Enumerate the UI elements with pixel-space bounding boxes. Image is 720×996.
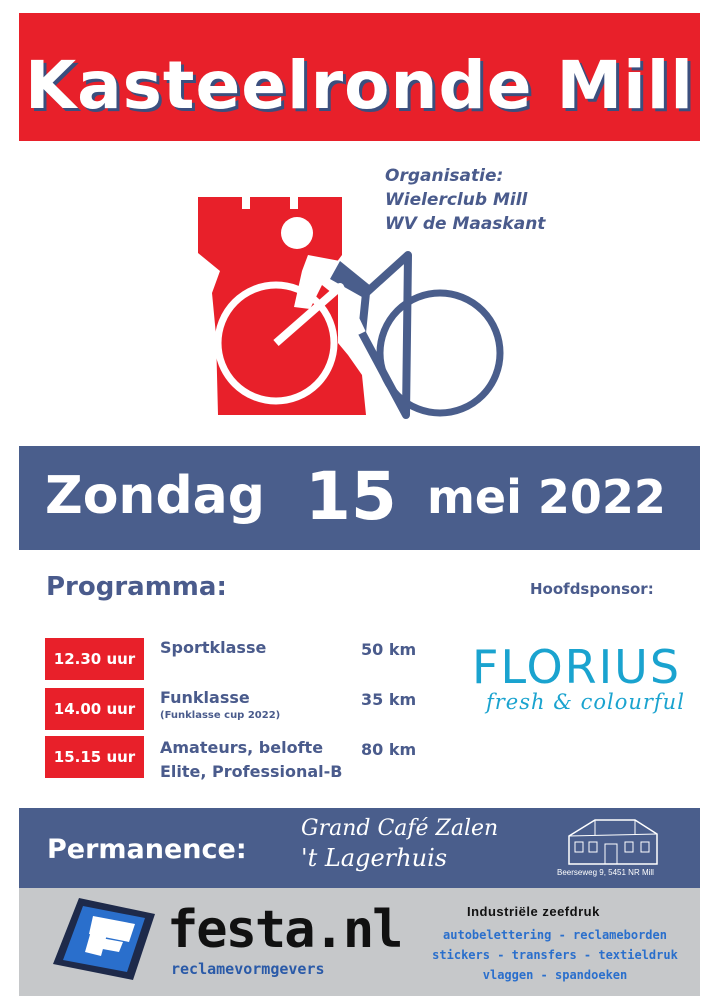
event-title: Kasteelronde Mill: [24, 47, 695, 124]
distance-3: 80 km: [361, 740, 417, 759]
services-title: Industriële zeefdruk: [467, 904, 600, 919]
organisation-club-1: Wielerclub Mill: [385, 190, 528, 210]
festa-name: festa.nl: [167, 900, 402, 960]
distance-1: 50 km: [361, 640, 417, 659]
distance-2: 35 km: [361, 690, 417, 709]
class-2: [160, 686, 280, 722]
festa-subtitle: reclamevormgevers: [171, 960, 325, 978]
date-number: 15: [305, 458, 397, 535]
programma-heading: Programma:: [46, 572, 227, 602]
venue-name-line1: Grand Café Zalen: [301, 816, 499, 841]
class-3-name-line2: Elite, Professional-B: [160, 762, 343, 781]
venue-address: Beerseweg 9, 5451 NR Mill: [557, 868, 654, 877]
organisation-block: [385, 164, 545, 236]
class-2-note: (Funklasse cup 2022): [160, 710, 281, 721]
sponsor-tagline: fresh & colourful: [486, 690, 685, 714]
class-2-name: Funklasse: [160, 688, 250, 707]
date-banner: [19, 446, 700, 550]
service-line-1: autobelettering - reclameborden: [443, 928, 667, 942]
permanence-label: Permanence:: [47, 834, 247, 865]
time-badge-1: 12.30 uur: [45, 638, 144, 680]
organisation-heading: Organisatie:: [385, 166, 504, 186]
title-banner: [19, 13, 700, 141]
class-3: [160, 736, 343, 784]
date-day: Zondag: [45, 466, 265, 526]
class-3-name: Amateurs, belofte: [160, 738, 324, 757]
footer-banner: [19, 888, 700, 996]
venue-name-line2: 't Lagerhuis: [301, 844, 448, 872]
organisation-club-2: WV de Maaskant: [385, 214, 546, 234]
service-line-3: vlaggen - spandoeken: [482, 968, 628, 982]
class-1: [160, 636, 266, 660]
time-badge-3: 15.15 uur: [45, 736, 144, 778]
cyclist-head: [281, 217, 313, 249]
permanence-banner: [19, 808, 700, 888]
time-badge-2: 14.00 uur: [45, 688, 144, 730]
building-icon: [565, 814, 661, 866]
festa-logo-icon: [49, 894, 159, 984]
date-month-year: mei 2022: [427, 470, 666, 524]
sponsor-name: FLORIUS: [472, 640, 682, 694]
service-line-2: stickers - transfers - textieldruk: [432, 948, 678, 962]
sponsor-label: Hoofdsponsor:: [530, 580, 654, 598]
class-1-name: Sportklasse: [160, 638, 267, 657]
